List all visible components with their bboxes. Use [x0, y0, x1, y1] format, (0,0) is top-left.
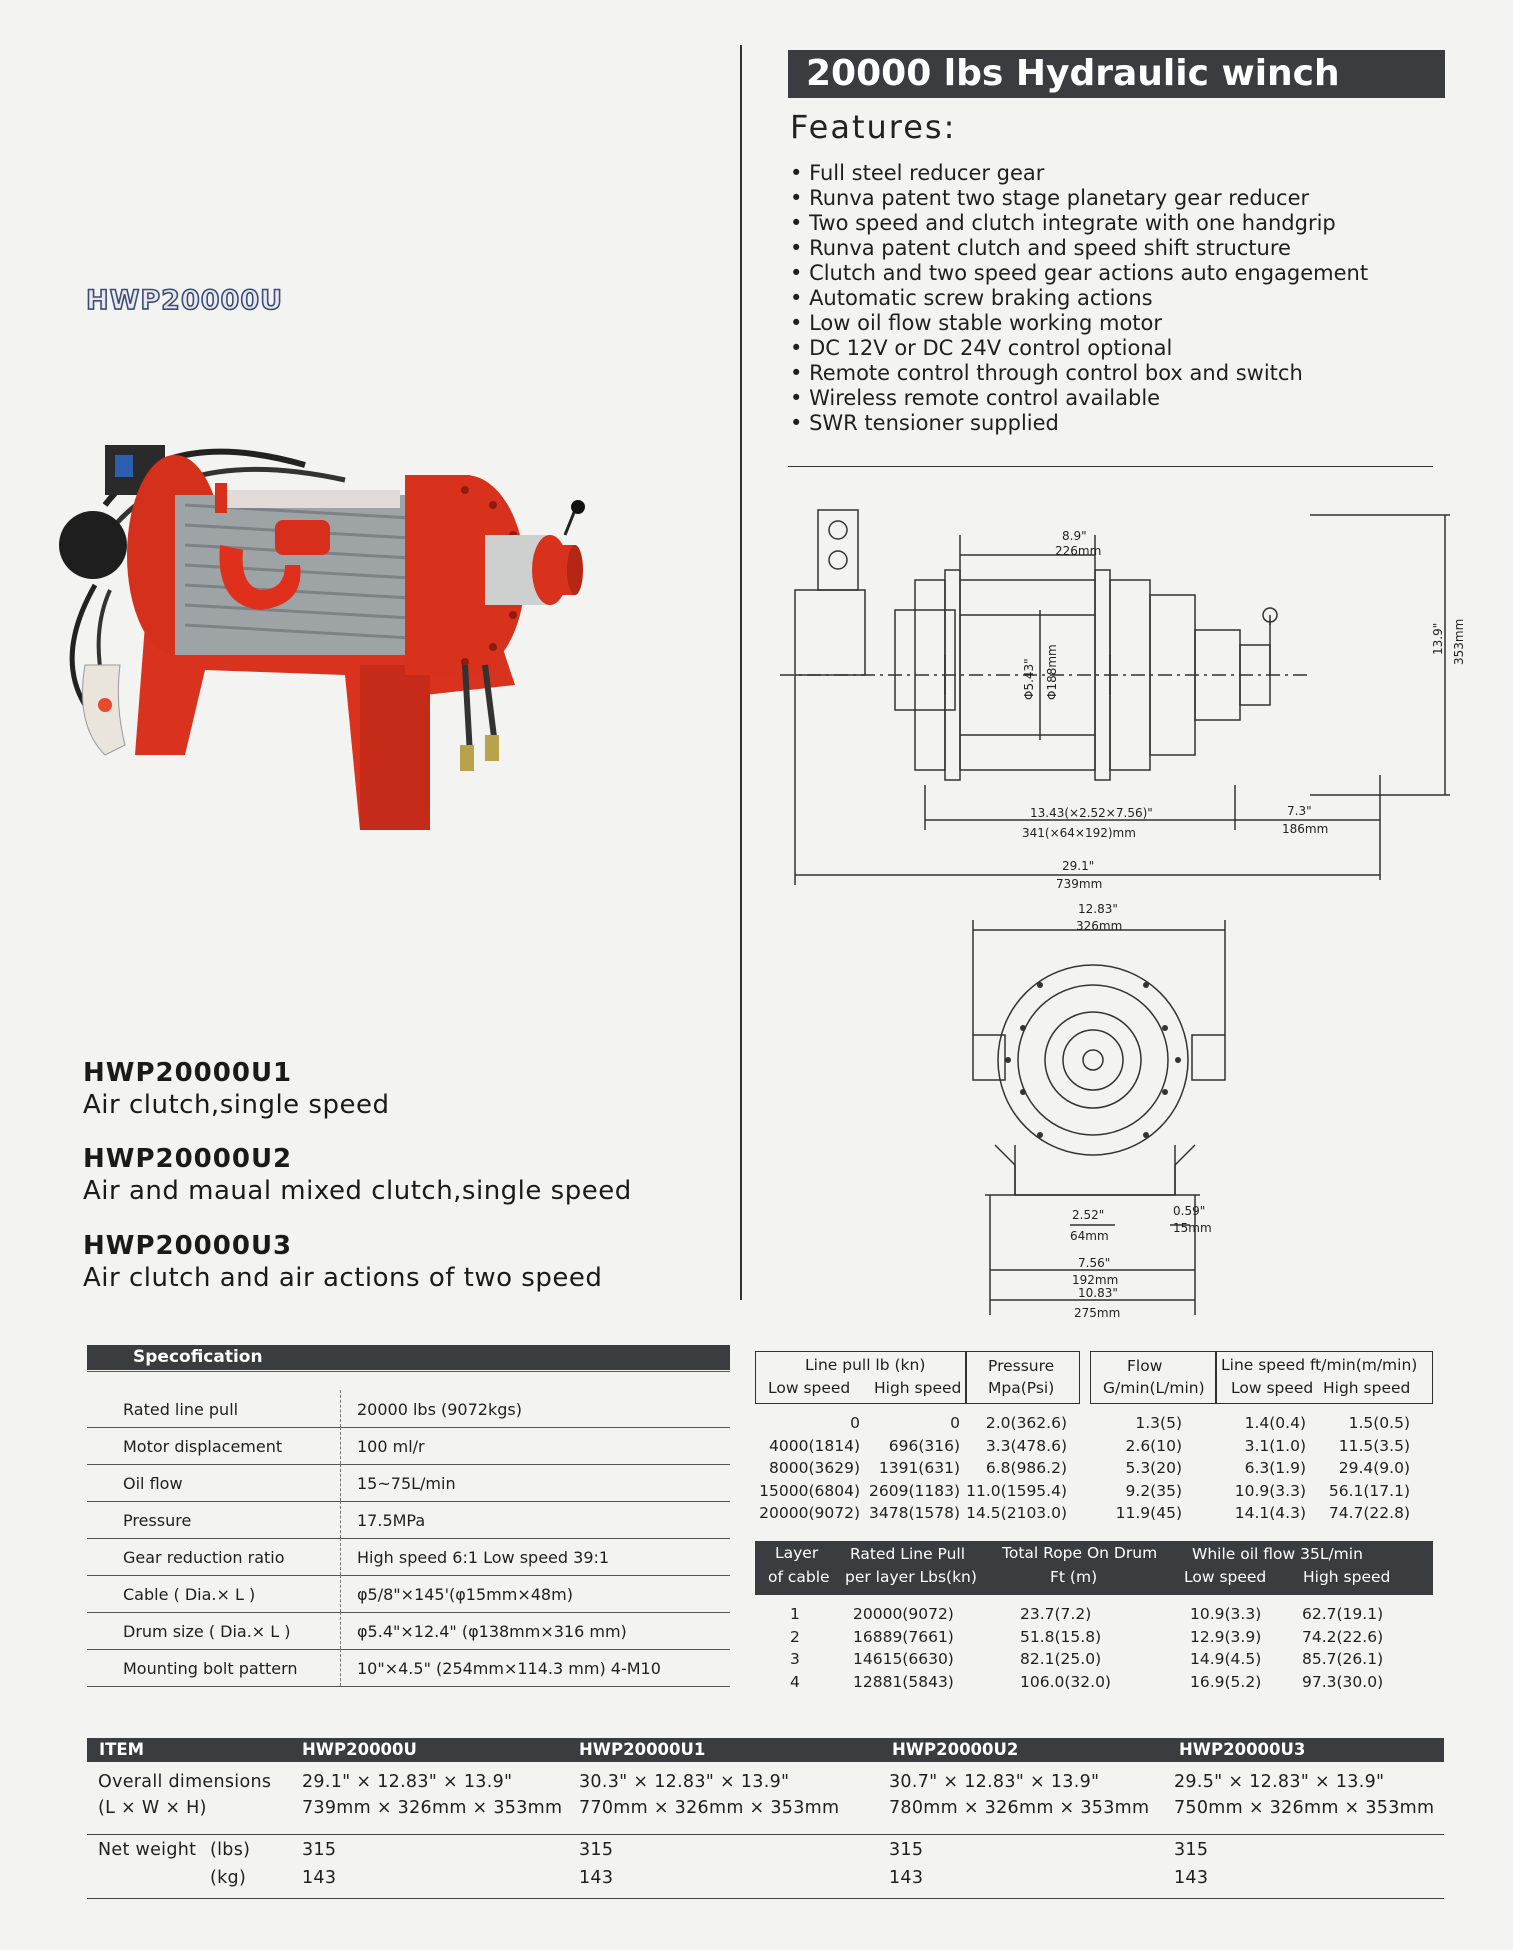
perf-cell: 11.0(1595.4) — [966, 1481, 1067, 1500]
spec-label: Motor displacement — [123, 1437, 283, 1456]
perf-h-pressure: Pressure — [988, 1357, 1055, 1375]
feature-item: • Full steel reducer gear — [790, 161, 1368, 186]
spec-row — [87, 1427, 730, 1465]
feature-item: • Clutch and two speed gear actions auto engagement — [790, 261, 1368, 286]
layer-cell: 106.0(32.0) — [1020, 1672, 1111, 1691]
dim-motor: 7.3" — [1287, 804, 1312, 818]
page-title: 20000 lbs Hydraulic winch — [788, 50, 1445, 98]
perf-cell: 1.3(5) — [1135, 1414, 1182, 1432]
layer-cell: 97.3(30.0) — [1302, 1672, 1384, 1691]
perf-h-pressure-unit: Mpa(Psi) — [988, 1379, 1055, 1397]
item-dimension-cell: 739mm × 326mm × 353mm — [302, 1798, 563, 1818]
dim-width-mm: 326mm — [1076, 919, 1123, 933]
perf-cell: 3.3(478.6) — [985, 1436, 1067, 1455]
layer-cell: 16889(7661) — [853, 1627, 954, 1646]
item-dimension-cell: 30.3" × 12.83" × 13.9" — [579, 1772, 790, 1792]
perf-cell: 9.2(35) — [1125, 1481, 1182, 1500]
perf-cell: 1391(631) — [878, 1459, 960, 1477]
perf-cell: 20000(9072) — [759, 1504, 860, 1522]
layer-h-ftm: Ft (m) — [1050, 1568, 1098, 1586]
spec-value: φ5/8"×145'(φ15mm×48m) — [357, 1585, 573, 1604]
layer-cell: 3 — [790, 1650, 800, 1668]
dim-drum-dia-mm: Φ188mm — [1045, 644, 1059, 700]
layer-cell: 16.9(5.2) — [1190, 1672, 1262, 1691]
layer-cell: 62.7(19.1) — [1302, 1605, 1384, 1623]
item-row-divider — [87, 1834, 1444, 1835]
dim-height-mm: 353mm — [1452, 618, 1466, 665]
layer-cell: 14.9(4.5) — [1190, 1650, 1262, 1668]
perf-cell: 29.4(9.0) — [1338, 1459, 1410, 1477]
layer-cell: 1 — [790, 1605, 800, 1623]
layer-h-ofcable: of cable — [768, 1568, 830, 1586]
dim-drum-dia: Φ5.43" — [1022, 658, 1036, 700]
perf-cell: 2.0(362.6) — [985, 1414, 1067, 1432]
layer-table-header — [755, 1541, 1433, 1595]
layer-cell: 82.1(25.0) — [1020, 1650, 1102, 1668]
dim-drum-length: 8.9" — [1062, 529, 1087, 543]
spec-label: Pressure — [123, 1511, 192, 1530]
item-dimension-cell: 29.5" × 12.83" × 13.9" — [1174, 1772, 1385, 1792]
spec-label: Cable ( Dia.× L ) — [123, 1585, 256, 1604]
perf-cell: 0 — [850, 1414, 860, 1432]
features-divider — [788, 466, 1433, 467]
perf-header-sep — [1215, 1351, 1217, 1404]
item-overall-label: Overall dimensions — [98, 1772, 272, 1792]
perf-cell: 14.5(2103.0) — [966, 1504, 1067, 1522]
item-weight-cell: 143 — [302, 1868, 337, 1888]
item-overall-sublabel: (L × W × H) — [98, 1798, 207, 1818]
dim-bolt-a: 2.52" — [1072, 1208, 1105, 1222]
column-divider — [740, 45, 742, 1300]
perf-cell: 2609(1183) — [869, 1481, 960, 1500]
perf-cell: 1.4(0.4) — [1244, 1414, 1306, 1432]
dim-motor-mm: 186mm — [1282, 822, 1329, 836]
dim-height: 13.9" — [1431, 622, 1445, 655]
dim-bolt-b: 7.56" — [1078, 1256, 1111, 1270]
spec-row — [87, 1501, 730, 1539]
item-table-bottom — [87, 1898, 1444, 1899]
layer-cell: 20000(9072) — [853, 1605, 954, 1623]
perf-h-ls-high: High speed — [1323, 1379, 1411, 1397]
perf-cell: 0 — [950, 1414, 960, 1432]
item-weight-cell: 315 — [1174, 1840, 1209, 1860]
feature-item: • Two speed and clutch integrate with one handgrip — [790, 211, 1368, 236]
layer-h-layer: Layer — [775, 1544, 819, 1562]
item-dimension-cell: 30.7" × 12.83" × 13.9" — [889, 1772, 1100, 1792]
feature-item: • DC 12V or DC 24V control optional — [790, 336, 1368, 361]
variant-desc-2: Air and maual mixed clutch,single speed — [83, 1176, 632, 1206]
feature-item: • SWR tensioner supplied — [790, 411, 1368, 436]
item-lbs-label: (lbs) — [210, 1840, 251, 1860]
item-weight-cell: 143 — [889, 1868, 924, 1888]
layer-cell: 4 — [790, 1672, 800, 1691]
dim-base: 13.43(×2.52×7.56)" — [1030, 806, 1153, 820]
spec-row — [87, 1612, 730, 1650]
item-h-u2: HWP20000U2 — [892, 1740, 1019, 1759]
perf-cell: 56.1(17.1) — [1328, 1481, 1410, 1500]
item-h-u1: HWP20000U1 — [579, 1740, 706, 1759]
item-dimension-cell: 770mm × 326mm × 353mm — [579, 1798, 840, 1818]
feature-item: • Wireless remote control available — [790, 386, 1368, 411]
perf-cell: 696(316) — [888, 1436, 960, 1455]
dimension-drawing — [780, 495, 1480, 1335]
dim-bolt-a-mm: 64mm — [1070, 1229, 1109, 1243]
layer-h-total: Total Rope On Drum — [1002, 1544, 1158, 1562]
spec-label: Drum size ( Dia.× L ) — [123, 1622, 291, 1641]
spec-row — [87, 1464, 730, 1502]
perf-cell: 8000(3629) — [769, 1459, 860, 1477]
perf-cell: 11.9(45) — [1115, 1504, 1182, 1522]
spec-title: Specofication — [87, 1345, 730, 1370]
item-h-u3: HWP20000U3 — [1179, 1740, 1306, 1759]
spec-value: 15~75L/min — [357, 1474, 456, 1493]
layer-cell: 10.9(3.3) — [1190, 1605, 1262, 1623]
item-weight-cell: 315 — [579, 1840, 614, 1860]
layer-h-high: High speed — [1303, 1568, 1391, 1586]
layer-cell: 23.7(7.2) — [1020, 1605, 1092, 1623]
perf-cell: 3.1(1.0) — [1244, 1436, 1306, 1455]
perf-cell: 74.7(22.8) — [1328, 1504, 1410, 1522]
perf-h-linepull: Line pull lb (kn) — [805, 1356, 926, 1374]
perf-cell: 1.5(0.5) — [1348, 1414, 1410, 1432]
perf-cell: 10.9(3.3) — [1234, 1481, 1306, 1500]
variant-desc-3: Air clutch and air actions of two speed — [83, 1263, 603, 1293]
variant-code-2: HWP20000U2 — [83, 1144, 293, 1174]
variant-code-1: HWP20000U1 — [83, 1058, 293, 1088]
spec-label: Gear reduction ratio — [123, 1548, 285, 1567]
item-weight-cell: 315 — [302, 1840, 337, 1860]
dim-length-mm: 739mm — [1056, 877, 1103, 891]
perf-cell: 3478(1578) — [869, 1504, 960, 1522]
features-list — [790, 161, 1368, 436]
perf-cell: 2.6(10) — [1125, 1436, 1182, 1455]
dim-length: 29.1" — [1062, 859, 1095, 873]
spec-value: 20000 lbs (9072kgs) — [357, 1400, 522, 1419]
item-weight-cell: 143 — [579, 1868, 614, 1888]
perf-cell: 5.3(20) — [1125, 1459, 1182, 1477]
perf-cell: 6.8(986.2) — [985, 1459, 1067, 1477]
perf-h-high: High speed — [874, 1379, 962, 1397]
perf-cell: 6.3(1.9) — [1244, 1459, 1306, 1477]
perf-cell: 11.5(3.5) — [1338, 1436, 1410, 1455]
spec-row — [87, 1390, 730, 1428]
dim-drum-length-mm: 226mm — [1055, 544, 1102, 558]
spec-value: 17.5MPa — [357, 1511, 426, 1530]
layer-cell: 51.8(15.8) — [1020, 1627, 1102, 1646]
perf-h-linespeed: Line speed ft/min(m/min) — [1221, 1356, 1418, 1374]
layer-cell: 14615(6630) — [853, 1650, 954, 1668]
spec-row — [87, 1575, 730, 1613]
layer-cell: 85.7(26.1) — [1302, 1650, 1384, 1668]
item-table-header — [87, 1738, 1444, 1762]
spec-label: Oil flow — [123, 1474, 183, 1493]
feature-item: • Low oil flow stable working motor — [790, 311, 1368, 336]
feature-item: • Runva patent two stage planetary gear reducer — [790, 186, 1368, 211]
item-dimension-cell: 780mm × 326mm × 353mm — [889, 1798, 1150, 1818]
variant-desc-1: Air clutch,single speed — [83, 1090, 390, 1120]
item-dimension-cell: 29.1" × 12.83" × 13.9" — [302, 1772, 513, 1792]
spec-value: High speed 6:1 Low speed 39:1 — [357, 1548, 610, 1567]
dim-bolt-hole-mm: 15mm — [1173, 1221, 1212, 1235]
layer-cell: 74.2(22.6) — [1302, 1627, 1384, 1646]
perf-cell: 14.1(4.3) — [1234, 1504, 1306, 1522]
item-weight-cell: 315 — [889, 1840, 924, 1860]
perf-cell: 4000(1814) — [769, 1436, 860, 1455]
spec-row — [87, 1538, 730, 1576]
item-h-u: HWP20000U — [302, 1740, 417, 1759]
perf-h-low: Low speed — [768, 1379, 851, 1397]
item-kg-label: (kg) — [210, 1868, 247, 1888]
dim-foot: 10.83" — [1078, 1286, 1118, 1300]
layer-h-low: Low speed — [1184, 1568, 1267, 1586]
dim-base-mm: 341(×64×192)mm — [1022, 826, 1136, 840]
feature-item: • Runva patent clutch and speed shift structure — [790, 236, 1368, 261]
dim-foot-mm: 275mm — [1074, 1306, 1121, 1320]
spec-label: Rated line pull — [123, 1400, 239, 1419]
spec-row — [87, 1649, 730, 1687]
item-weight-cell: 143 — [1174, 1868, 1209, 1888]
item-weight-label: Net weight — [98, 1840, 197, 1860]
spec-divider — [87, 1371, 730, 1372]
spec-value: φ5.4"×12.4" (φ138mm×316 mm) — [357, 1622, 627, 1641]
dim-bolt-hole: 0.59" — [1173, 1204, 1206, 1218]
perf-h-flow: Flow — [1127, 1357, 1163, 1375]
layer-cell: 12.9(3.9) — [1190, 1627, 1262, 1646]
spec-label: Mounting bolt pattern — [123, 1659, 298, 1678]
variant-code-3: HWP20000U3 — [83, 1231, 293, 1261]
spec-value: 10"×4.5" (254mm×114.3 mm) 4-M10 — [357, 1659, 661, 1678]
spec-value: 100 ml/r — [357, 1437, 425, 1456]
item-dimension-cell: 750mm × 326mm × 353mm — [1174, 1798, 1435, 1818]
layer-cell: 2 — [790, 1627, 800, 1646]
layer-h-rated: Rated Line Pull — [850, 1545, 966, 1563]
item-h-item: ITEM — [99, 1740, 145, 1759]
layer-h-oil: While oil flow 35L/min — [1192, 1545, 1363, 1563]
feature-item: • Remote control through control box and switch — [790, 361, 1368, 386]
perf-h-flow-unit: G/min(L/min) — [1103, 1379, 1205, 1397]
dim-bolt-b-mm: 192mm — [1072, 1273, 1119, 1287]
features-title: Features: — [790, 108, 957, 146]
dim-width: 12.83" — [1078, 902, 1118, 916]
model-logo: HWP20000U — [86, 285, 284, 316]
perf-h-ls-low: Low speed — [1231, 1379, 1314, 1397]
layer-h-perlayer: per layer Lbs(kn) — [845, 1568, 977, 1586]
perf-cell: 15000(6804) — [759, 1481, 860, 1500]
winch-product-image — [45, 425, 675, 845]
feature-item: • Automatic screw braking actions — [790, 286, 1368, 311]
layer-cell: 12881(5843) — [853, 1672, 954, 1691]
perf-header-sep — [965, 1351, 967, 1404]
